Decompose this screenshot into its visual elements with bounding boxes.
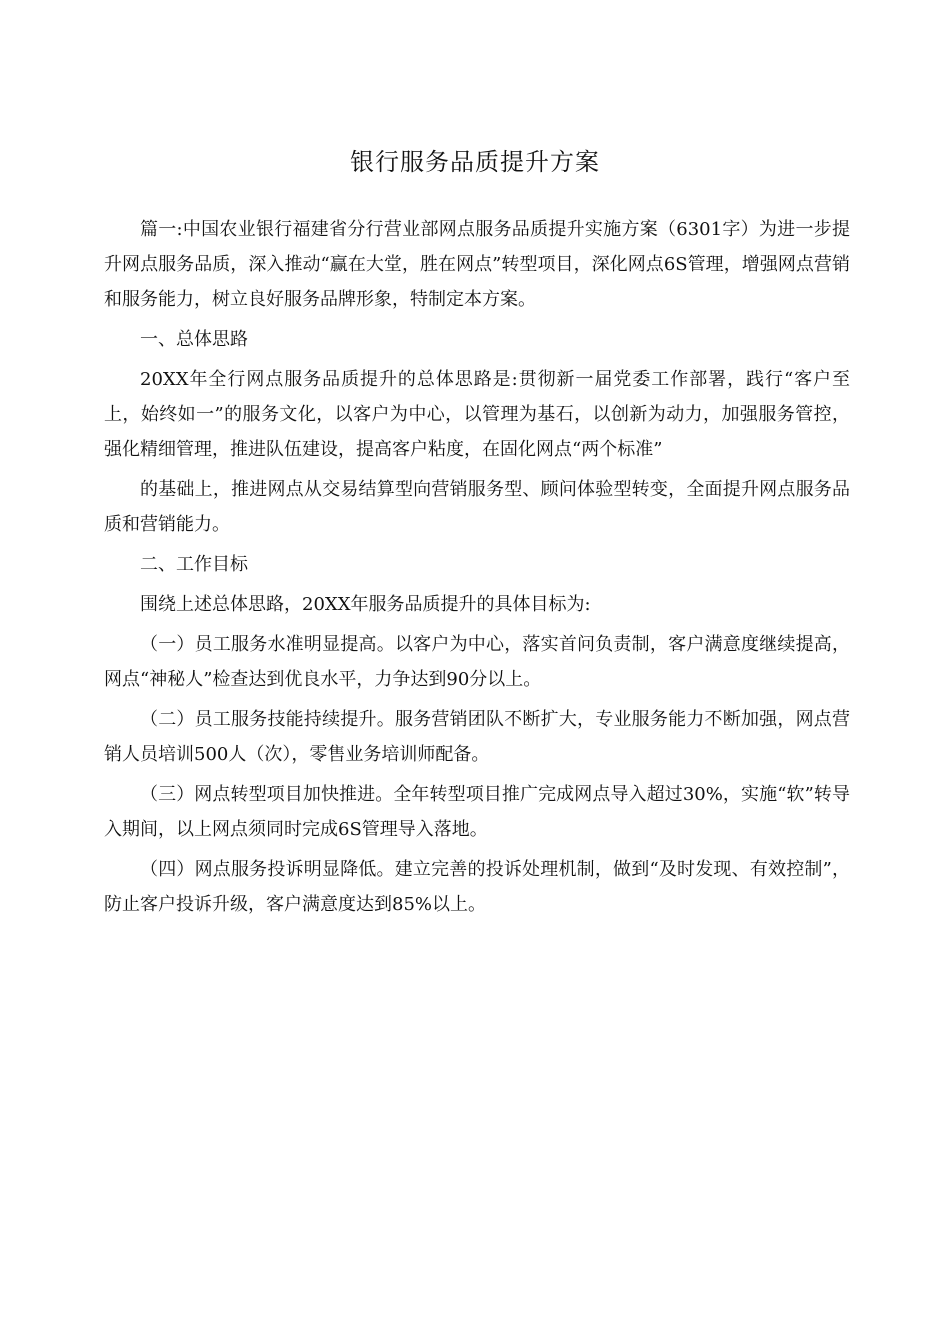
- paragraph-goal-4: （四）网点服务投诉明显降低。建立完善的投诉处理机制，做到“及时发现、有效控制”，防止客户投诉升级，客户满意度达到85%以上。: [104, 859, 850, 915]
- paragraph-goal-2: （二）员工服务技能持续提升。服务营销团队不断扩大，专业服务能力不断加强，网点营销人员培训500人（次），零售业务培训师配备。: [104, 709, 850, 765]
- document-title: 银行服务品质提升方案: [350, 148, 600, 176]
- section-heading-work-goals: 二、工作目标: [140, 554, 248, 575]
- paragraph-overall-approach-continued: 的基础上，推进网点从交易结算型向营销服务型、顾问体验型转变，全面提升网点服务品质和营销能力。: [104, 479, 850, 535]
- paragraph-goal-1: （一）员工服务水准明显提高。以客户为中心，落实首问负责制，客户满意度继续提高，网点“神秘人”检查达到优良水平，力争达到90分以上。: [104, 634, 850, 690]
- document-body: [104, 212, 850, 927]
- paragraph-goals-intro: 围绕上述总体思路，20XX年服务品质提升的具体目标为:: [140, 594, 591, 615]
- paragraph-intro: 篇一:中国农业银行福建省分行营业部网点服务品质提升实施方案（6301字）为进一步提升网点服务品质，深入推动“赢在大堂，胜在网点”转型项目，深化网点6S管理，增强网点营销和服务能力，树立良好服务品牌形象，特制定本方案。: [104, 219, 850, 310]
- paragraph-overall-approach: 20XX年全行网点服务品质提升的总体思路是:贯彻新一届党委工作部署，践行“客户至上，始终如一”的服务文化，以客户为中心，以管理为基石，以创新为动力，加强服务管控，强化精细管理，推进队伍建设，提高客户粘度，在固化网点“两个标准”: [104, 369, 850, 460]
- section-heading-overall-approach: 一、总体思路: [140, 329, 248, 350]
- paragraph-goal-3: （三）网点转型项目加快推进。全年转型项目推广完成网点导入超过30%，实施“软”转导入期间，以上网点须同时完成6S管理导入落地。: [104, 784, 850, 840]
